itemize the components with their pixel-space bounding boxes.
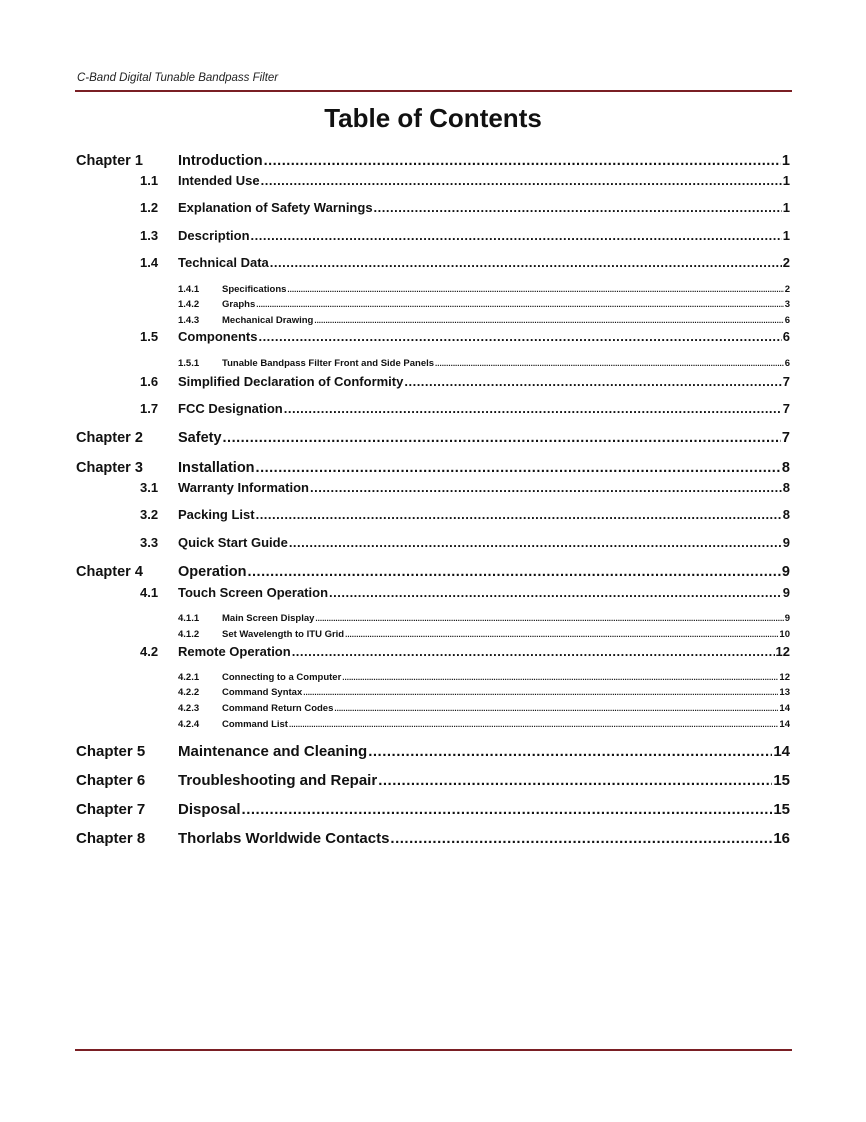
toc-entry-page-number: 15 [773, 801, 790, 818]
toc-entry-title: Main Screen Display [222, 613, 315, 624]
toc-section-entry[interactable] [0, 255, 866, 273]
toc-entry-page-number: 15 [773, 772, 790, 789]
toc-entry-number: 4.1 [140, 585, 159, 600]
toc-entry-page-number: 6 [782, 329, 790, 344]
toc-entry-page-number: 9 [784, 613, 790, 624]
toc-entry-page-number: 2 [782, 255, 790, 270]
running-header: C-Band Digital Tunable Bandpass Filter [77, 72, 279, 84]
toc-entry-number: 1.5 [140, 329, 159, 344]
page-title: Table of Contents [324, 103, 542, 133]
toc-entry-page-number: 6 [784, 358, 790, 369]
toc-entry-number: Chapter 1 [76, 153, 143, 169]
toc-chapter-entry[interactable] [0, 153, 866, 173]
toc-entry-title: Specifications [222, 284, 287, 295]
toc-entry-number: 1.1 [140, 173, 159, 188]
toc-entry-page-number: 12 [775, 644, 790, 659]
toc-dot-leader [270, 255, 782, 270]
toc-dot-leader [247, 564, 780, 580]
toc-dot-leader [368, 743, 772, 760]
toc-dot-leader [258, 329, 781, 344]
toc-entry-title: Introduction [178, 153, 263, 169]
toc-entry-title: Disposal [178, 801, 241, 818]
toc-dot-leader [404, 374, 781, 389]
toc-entry-page-number: 9 [782, 535, 790, 550]
toc-entry-page-number: 14 [773, 743, 790, 760]
toc-section-entry[interactable] [0, 585, 866, 603]
toc-entry-number: 1.5.1 [178, 358, 200, 369]
toc-dot-leader [303, 688, 778, 697]
toc-entry-page-number: 3 [784, 299, 790, 310]
toc-entry-title: Connecting to a Computer [222, 672, 342, 683]
toc-entry-title: Safety [178, 430, 222, 446]
toc-entry-number: 3.1 [140, 480, 159, 495]
toc-chapter-entry[interactable] [0, 830, 866, 851]
toc-dot-leader [292, 644, 775, 659]
toc-dot-leader [289, 720, 778, 729]
toc-entry-title: Command List [222, 719, 288, 730]
toc-chapter-entry[interactable] [0, 743, 866, 764]
toc-entry-number: Chapter 6 [76, 772, 146, 789]
toc-subsection-entry[interactable] [0, 299, 866, 312]
toc-entry-title: Warranty Information [178, 480, 309, 495]
toc-subsection-entry[interactable] [0, 629, 866, 642]
toc-dot-leader [242, 801, 773, 818]
toc-subsection-entry[interactable] [0, 703, 866, 716]
toc-dot-leader [378, 772, 772, 789]
toc-subsection-entry[interactable] [0, 672, 866, 685]
toc-dot-leader [390, 830, 772, 847]
toc-entry-title: Simplified Declaration of Conformity [178, 374, 404, 389]
toc-entry-number: Chapter 5 [76, 743, 146, 760]
toc-entry-number: 4.2.1 [178, 672, 200, 683]
toc-dot-leader [315, 614, 783, 623]
toc-entry-title: Operation [178, 564, 247, 580]
toc-entry-page-number: 6 [784, 315, 790, 326]
toc-entry-page-number: 7 [781, 430, 790, 446]
toc-dot-leader [334, 704, 778, 713]
toc-entry-number: 4.1.2 [178, 629, 200, 640]
toc-dot-leader [256, 507, 782, 522]
toc-dot-leader [342, 673, 778, 682]
toc-section-entry[interactable] [0, 228, 866, 246]
toc-entry-title: Packing List [178, 507, 255, 522]
toc-entry-title: Set Wavelength to ITU Grid [222, 629, 345, 640]
toc-entry-page-number: 1 [782, 228, 790, 243]
toc-entry-title: Thorlabs Worldwide Contacts [178, 830, 390, 847]
toc-dot-leader [329, 585, 782, 600]
toc-dot-leader [314, 316, 783, 325]
toc-entry-number: 1.7 [140, 401, 159, 416]
toc-entry-number: 1.4.3 [178, 315, 200, 326]
toc-dot-leader [223, 430, 781, 446]
toc-entry-title: FCC Designation [178, 401, 283, 416]
toc-entry-page-number: 14 [779, 719, 790, 730]
toc-chapter-entry[interactable] [0, 430, 866, 450]
toc-entry-page-number: 9 [782, 585, 790, 600]
toc-entry-title: Tunable Bandpass Filter Front and Side Panels [222, 358, 435, 369]
toc-subsection-entry[interactable] [0, 687, 866, 700]
toc-entry-number: Chapter 2 [76, 430, 143, 446]
toc-entry-title: Technical Data [178, 255, 269, 270]
toc-dot-leader [256, 300, 783, 309]
toc-dot-leader [374, 200, 782, 215]
toc-entry-page-number: 16 [773, 830, 790, 847]
toc-entry-title: Quick Start Guide [178, 535, 288, 550]
toc-entry-page-number: 1 [782, 200, 790, 215]
footer-rule [75, 1049, 792, 1051]
toc-entry-title: Touch Screen Operation [178, 585, 329, 600]
toc-entry-number: 1.2 [140, 200, 159, 215]
toc-section-entry[interactable] [0, 535, 866, 553]
toc-entry-page-number: 7 [782, 374, 790, 389]
toc-section-entry[interactable] [0, 644, 866, 662]
toc-entry-number: 3.3 [140, 535, 159, 550]
toc-entry-page-number: 13 [779, 687, 790, 698]
toc-dot-leader [261, 173, 782, 188]
toc-entry-page-number: 8 [782, 507, 790, 522]
toc-entry-title: Description [178, 228, 250, 243]
toc-chapter-entry[interactable] [0, 564, 866, 584]
toc-entry-title: Command Return Codes [222, 703, 334, 714]
toc-section-entry[interactable] [0, 200, 866, 218]
toc-entry-title: Remote Operation [178, 644, 291, 659]
toc-chapter-entry[interactable] [0, 460, 866, 480]
toc-entry-title: Troubleshooting and Repair [178, 772, 378, 789]
toc-entry-page-number: 9 [781, 564, 790, 580]
toc-entry-title: Intended Use [178, 173, 260, 188]
toc-dot-leader [264, 153, 781, 169]
toc-entry-number: 4.2.4 [178, 719, 200, 730]
toc-entry-page-number: 10 [779, 629, 790, 640]
toc-dot-leader [345, 630, 778, 639]
toc-dot-leader [284, 401, 782, 416]
toc-entry-number: 1.6 [140, 374, 159, 389]
toc-entry-title: Components [178, 329, 258, 344]
toc-entry-number: 1.4 [140, 255, 159, 270]
toc-dot-leader [287, 285, 783, 294]
toc-entry-number: 1.3 [140, 228, 159, 243]
toc-entry-title: Command Syntax [222, 687, 303, 698]
toc-entry-number: Chapter 7 [76, 801, 146, 818]
toc-dot-leader [256, 460, 781, 476]
toc-section-entry[interactable] [0, 329, 866, 347]
toc-entry-number: 1.4.1 [178, 284, 200, 295]
toc-chapter-entry[interactable] [0, 772, 866, 793]
toc-entry-page-number: 8 [781, 460, 790, 476]
toc-dot-leader [310, 480, 782, 495]
toc-entry-page-number: 1 [782, 173, 790, 188]
toc-entry-title: Installation [178, 460, 255, 476]
toc-section-entry[interactable] [0, 480, 866, 498]
toc-dot-leader [435, 359, 784, 368]
toc-entry-number: Chapter 8 [76, 830, 146, 847]
toc-chapter-entry[interactable] [0, 801, 866, 822]
toc-entry-title: Maintenance and Cleaning [178, 743, 368, 760]
toc-subsection-entry[interactable] [0, 613, 866, 626]
toc-section-entry[interactable] [0, 173, 866, 191]
toc-entry-title: Mechanical Drawing [222, 315, 314, 326]
header-rule [75, 90, 792, 92]
toc-entry-number: 1.4.2 [178, 299, 200, 310]
toc-entry-page-number: 8 [782, 480, 790, 495]
toc-entry-title: Explanation of Safety Warnings [178, 200, 373, 215]
toc-subsection-entry[interactable] [0, 358, 866, 371]
toc-entry-page-number: 12 [779, 672, 790, 683]
toc-entry-page-number: 2 [784, 284, 790, 295]
toc-section-entry[interactable] [0, 507, 866, 525]
toc-entry-page-number: 7 [782, 401, 790, 416]
toc-entry-number: Chapter 3 [76, 460, 143, 476]
toc-entry-number: Chapter 4 [76, 564, 143, 580]
toc-dot-leader [289, 535, 782, 550]
toc-entry-title: Graphs [222, 299, 256, 310]
toc-entry-number: 4.2.2 [178, 687, 200, 698]
toc-entry-number: 4.1.1 [178, 613, 200, 624]
toc-section-entry[interactable] [0, 401, 866, 419]
toc-entry-page-number: 14 [779, 703, 790, 714]
toc-dot-leader [251, 228, 782, 243]
toc-subsection-entry[interactable] [0, 315, 866, 328]
toc-subsection-entry[interactable] [0, 284, 866, 297]
toc-entry-page-number: 1 [781, 153, 790, 169]
toc-section-entry[interactable] [0, 374, 866, 392]
toc-subsection-entry[interactable] [0, 719, 866, 732]
toc-entry-number: 4.2.3 [178, 703, 200, 714]
toc-entry-number: 4.2 [140, 644, 159, 659]
toc-entry-number: 3.2 [140, 507, 159, 522]
